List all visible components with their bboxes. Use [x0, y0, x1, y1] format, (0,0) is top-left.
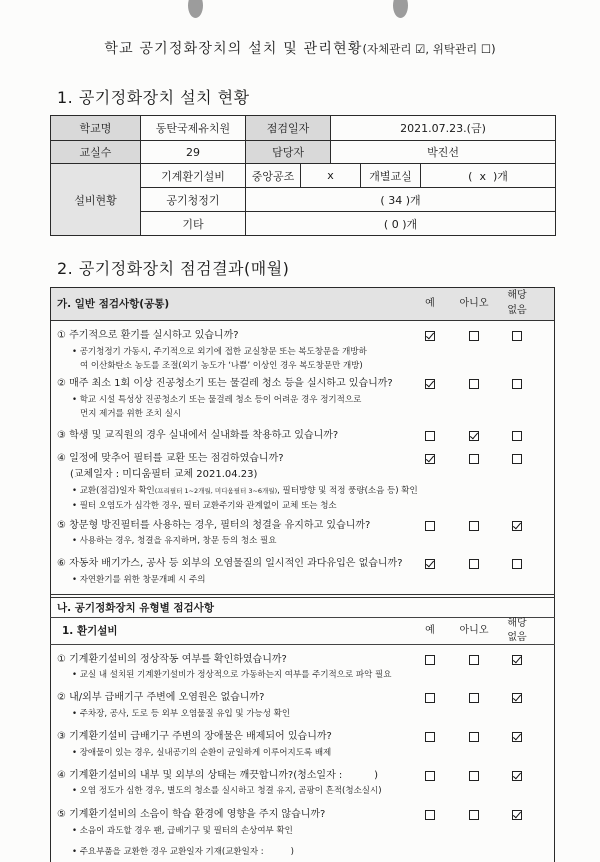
- general-item-4-note-1-small: (프리필터 1~2개월, 미디움필터 3~6개월): [154, 487, 278, 495]
- general-item-1-yes-checkbox[interactable]: [425, 331, 435, 341]
- general-item-4-note-1-main: • 교환(점검)일자 확인: [72, 486, 155, 496]
- individual-classroom-value: ( x )개: [421, 164, 556, 188]
- ventilation-item-3-na-checkbox[interactable]: [512, 732, 522, 742]
- by-type-column-no: 아니오: [459, 625, 489, 636]
- ventilation-item-5-no-checkbox[interactable]: [469, 810, 479, 820]
- general-item-1-na-checkbox[interactable]: [512, 331, 522, 341]
- general-item-5-no-checkbox[interactable]: [469, 521, 479, 531]
- general-item-4-na-checkbox[interactable]: [512, 454, 522, 464]
- general-item-3-na-checkbox[interactable]: [512, 431, 522, 441]
- mechanical-ventilation-label: 기계환기설비: [141, 164, 246, 188]
- ventilation-item-3-question: ③ 기계환기설비 급배기구 주변의 장애물은 배제되어 있습니까?: [57, 731, 332, 742]
- ventilation-item-5-question: ⑤ 기계환기설비의 소음이 학습 환경에 영향을 주지 않습니까?: [57, 809, 326, 820]
- general-item-4-note-1-tail: , 필터방향 및 적정 풍량(소음 등) 확인: [277, 486, 418, 496]
- ventilation-item-3-no-checkbox[interactable]: [469, 732, 479, 742]
- general-item-6-no-checkbox[interactable]: [469, 559, 479, 569]
- ventilation-item-2-yes-checkbox[interactable]: [425, 693, 435, 703]
- air-purifier-label: 공기청정기: [141, 188, 246, 212]
- installation-status-table: [50, 115, 556, 236]
- general-item-2-na-checkbox[interactable]: [512, 379, 522, 389]
- general-item-4-note-1: [72, 485, 418, 497]
- general-item-6-note-1: • 자연환기를 위한 창문개폐 시 주의: [72, 575, 206, 585]
- general-item-6-yes-checkbox[interactable]: [425, 559, 435, 569]
- ventilation-item-5-na-checkbox[interactable]: [512, 810, 522, 820]
- ventilation-item-2-question: ② 내/외부 급배기구 주변에 오염원은 없습니까?: [57, 692, 265, 703]
- other-equipment-value: ( 0 )개: [246, 212, 556, 236]
- general-item-5-yes-checkbox[interactable]: [425, 521, 435, 531]
- punch-hole-left: [188, 0, 203, 18]
- general-item-3-yes-checkbox[interactable]: [425, 431, 435, 441]
- section-2-heading: 2. 공기정화장치 점검결과(매월): [57, 259, 290, 278]
- ventilation-item-5-yes-checkbox[interactable]: [425, 810, 435, 820]
- general-item-2-question: ② 매주 최소 1회 이상 진공청소기 또는 물걸레 청소 등을 실시하고 있습니까?: [57, 378, 393, 389]
- document-title-main: 학교 공기정화장치의 설치 및 관리현황: [104, 41, 363, 57]
- general-section-title: 가. 일반 점검사항(공통): [57, 298, 170, 310]
- section-1-heading: 1. 공기정화장치 설치 현황: [57, 88, 250, 107]
- general-item-6-na-checkbox[interactable]: [512, 559, 522, 569]
- general-item-2-yes-checkbox[interactable]: [425, 379, 435, 389]
- ventilation-item-1-question: ① 기계환기설비의 정상작동 여부를 확인하였습니까?: [57, 654, 287, 665]
- general-item-2-note-1: • 학교 시설 특성상 진공청소기 또는 물걸레 청소 등이 어려운 경우 정기적으로: [72, 395, 362, 405]
- section-divider: [50, 594, 555, 598]
- by-type-section-title: 나. 공기정화장치 유형별 점검사항: [57, 602, 214, 614]
- general-item-2-no-checkbox[interactable]: [469, 379, 479, 389]
- ventilation-item-2-na-checkbox[interactable]: [512, 693, 522, 703]
- general-item-1-note-1: • 공기청정기 가동시, 주기적으로 외기에 접한 교실창문 또는 복도창문을 개방하: [72, 347, 367, 357]
- general-item-1-note-2: 여 이산화탄소 농도를 조절(외기 농도가 ‘나쁨’ 이상인 경우 복도창문만 개방): [80, 361, 363, 371]
- general-item-3-no-checkbox[interactable]: [469, 431, 479, 441]
- by-type-column-na-line2: 없음: [507, 632, 527, 643]
- inspection-date-value: 2021.07.23.(금): [331, 116, 556, 141]
- general-item-2-note-2: 먼지 제거를 위한 조치 실시: [80, 409, 182, 419]
- column-no: 아니오: [459, 298, 489, 309]
- ventilation-item-1-yes-checkbox[interactable]: [425, 655, 435, 665]
- ventilation-item-1-na-checkbox[interactable]: [512, 655, 522, 665]
- general-item-4-yes-checkbox[interactable]: [425, 454, 435, 464]
- ventilation-item-2-note-1: • 주차장, 공사, 도로 등 외부 오염물질 유입 및 가능성 확인: [72, 709, 291, 719]
- general-item-4-replacement-date: (교체일자 : 미디움필터 교체 2021.04.23): [70, 469, 258, 480]
- by-type-column-yes: 예: [425, 625, 435, 636]
- column-na-line2: 없음: [507, 305, 527, 316]
- inspection-date-label: 점검일자: [246, 116, 331, 141]
- ventilation-item-4-na-checkbox[interactable]: [512, 771, 522, 781]
- school-name-label: 학교명: [51, 116, 141, 141]
- manager-label: 담당자: [246, 141, 331, 164]
- document-title: [0, 38, 600, 58]
- general-item-1-question: ① 주기적으로 환기를 실시하고 있습니까?: [57, 330, 239, 341]
- ventilation-item-3-note-1: • 장애물이 있는 경우, 실내공기의 순환이 균일하게 이루어지도록 배제: [72, 748, 332, 758]
- individual-classroom-label: 개별교실: [361, 164, 421, 188]
- ventilation-item-5-note-2: • 주요부품을 교환한 경우 교환일자 기재(교환일자 : ): [72, 847, 294, 857]
- school-name-value: 동탄국제유치원: [141, 116, 246, 141]
- ventilation-item-4-note-1: • 오염 정도가 심한 경우, 별도의 청소를 실시하고 청결 유지, 곰팡이 흔적(청소실시): [72, 786, 382, 796]
- by-type-column-na-line1: 해당: [507, 618, 527, 629]
- air-purifier-value: ( 34 )개: [246, 188, 556, 212]
- general-item-4-no-checkbox[interactable]: [469, 454, 479, 464]
- ventilation-item-2-no-checkbox[interactable]: [469, 693, 479, 703]
- classroom-count-value: 29: [141, 141, 246, 164]
- ventilation-item-1-no-checkbox[interactable]: [469, 655, 479, 665]
- general-item-5-question: ⑤ 창문형 방진필터를 사용하는 경우, 필터의 청결을 유지하고 있습니까?: [57, 520, 371, 531]
- ventilation-subsection-title: 1. 환기설비: [62, 625, 118, 637]
- column-na-line1: 해당: [507, 290, 527, 301]
- punch-hole-right: [393, 0, 408, 18]
- column-yes: 예: [425, 298, 435, 309]
- equipment-status-label: 설비현황: [51, 164, 141, 236]
- general-item-6-question: ⑥ 자동차 배기가스, 공사 등 외부의 오염물질의 일시적인 과다유입은 없습니까?: [57, 558, 403, 569]
- ventilation-item-4-no-checkbox[interactable]: [469, 771, 479, 781]
- ventilation-item-4-yes-checkbox[interactable]: [425, 771, 435, 781]
- central-hvac-label: 중앙공조: [246, 164, 301, 188]
- general-item-1-no-checkbox[interactable]: [469, 331, 479, 341]
- classroom-count-label: 교실수: [51, 141, 141, 164]
- document-title-suffix: (자체관리 ☑, 위탁관리 ☐): [362, 42, 496, 56]
- general-item-3-question: ③ 학생 및 교직원의 경우 실내에서 실내화를 착용하고 있습니까?: [57, 430, 339, 441]
- manager-value: 박진선: [331, 141, 556, 164]
- general-item-5-note-1: • 사용하는 경우, 청결을 유지하며, 창문 등의 청소 필요: [72, 536, 277, 546]
- ventilation-item-1-note-1: • 교실 내 설치된 기계환기설비가 정상적으로 가동하는지 여부를 주기적으로 파악 필요: [72, 670, 392, 680]
- general-item-5-na-checkbox[interactable]: [512, 521, 522, 531]
- ventilation-item-3-yes-checkbox[interactable]: [425, 732, 435, 742]
- ventilation-item-4-question: ④ 기계환기설비의 내부 및 외부의 상태는 깨끗합니까?(청소일자 : ): [57, 770, 378, 781]
- general-item-4-note-2: • 필터 오염도가 심각한 경우, 필터 교환주기와 관계없이 교체 또는 청소: [72, 501, 337, 511]
- ventilation-item-5-note-1: • 소음이 과도할 경우 팬, 급배기구 및 필터의 손상여부 확인: [72, 826, 293, 836]
- other-equipment-label: 기타: [141, 212, 246, 236]
- central-hvac-value: x: [301, 164, 361, 188]
- general-item-4-question: ④ 일정에 맞추어 필터를 교환 또는 점검하였습니까?: [57, 453, 284, 464]
